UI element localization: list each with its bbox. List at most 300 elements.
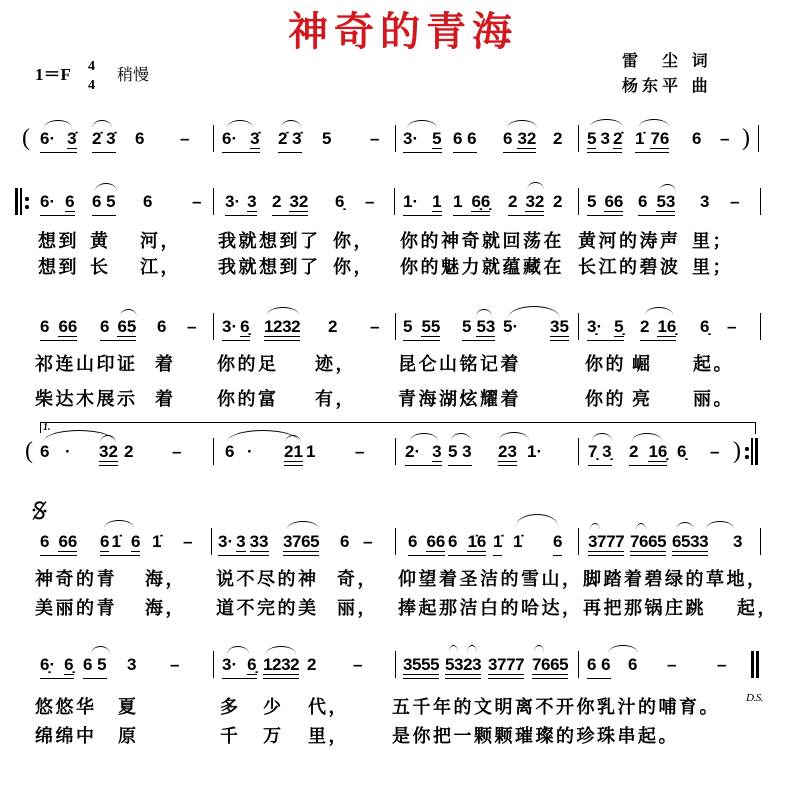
bar-line (578, 651, 579, 678)
note-group (264, 317, 300, 341)
note: 3 (236, 532, 246, 551)
note-group (40, 532, 77, 556)
volta-bracket (40, 422, 756, 423)
lyric-segment: 昆仑山铭记着 (398, 354, 521, 375)
lyric-segment: 绵绵中 (35, 726, 97, 747)
slur (467, 645, 477, 653)
note-group (503, 129, 536, 153)
slur (676, 522, 694, 530)
lyric-segment: 道不完的美 (216, 598, 319, 619)
note: 6 (157, 317, 167, 336)
note-group (629, 442, 667, 466)
note: 65 (117, 317, 137, 336)
lyric-segment: 海， (145, 598, 186, 619)
note-group: 1̇ (493, 532, 502, 556)
note: 2· (405, 442, 421, 461)
lyric-segment: 再把那锅庄跳 (583, 598, 706, 619)
note-group: 7̣ 3̣ (588, 442, 612, 466)
slur (287, 521, 319, 529)
note: 2 (508, 192, 518, 211)
note: 6̣ (240, 317, 250, 336)
note: 3 (733, 532, 743, 551)
slur (590, 119, 623, 127)
slur (645, 307, 673, 315)
open-parenthesis: ( (25, 438, 33, 464)
note: 6 (638, 192, 648, 211)
slur (451, 433, 471, 441)
volta-label: 1. (43, 422, 51, 433)
lyric-segment: 是你把一颗颗璀璨的珍珠串起。 (392, 726, 679, 747)
note-group (222, 655, 257, 679)
note: 3· (403, 129, 419, 148)
extension-dash: – (730, 192, 740, 211)
note: 32 (517, 129, 537, 148)
bar-line (578, 438, 579, 465)
lyric-segment: 黄河的涛声 (578, 231, 681, 252)
repeat-end-barline (755, 438, 758, 465)
lyric-segment: 五千年的文明离不开你乳汁的哺育。 (392, 697, 720, 718)
note: 7665 (630, 532, 667, 551)
note-group (99, 442, 118, 466)
note: 1̇ (111, 532, 121, 551)
note-group (588, 532, 624, 556)
lyric-segment: 迹， (315, 354, 356, 375)
note: 6 (408, 532, 418, 551)
system-verse-b (0, 317, 795, 337)
note: 6533 (672, 532, 709, 551)
lyric-segment: 我就想到了 (218, 231, 321, 252)
note-group (550, 317, 569, 341)
note: 66 (604, 192, 624, 211)
note: 6· (40, 129, 56, 148)
note-group (630, 532, 666, 556)
note-group (100, 317, 136, 341)
note: 6̣ (247, 655, 257, 674)
lyric-segment: 着 (155, 354, 176, 375)
note: 53 (476, 317, 496, 336)
lyric-segment: 你的足 (217, 354, 279, 375)
bar-line (213, 188, 214, 215)
note-group: 5 3 (448, 442, 472, 466)
note: 2 (629, 442, 639, 461)
bar-line (394, 188, 395, 215)
slur (281, 120, 301, 128)
bar-line (213, 313, 214, 340)
note: 1232 (263, 655, 300, 674)
note: 7665 (532, 655, 569, 674)
lyric-segment: 起， (737, 598, 778, 619)
lyric-segment: 里； (692, 231, 733, 252)
note: 66 (58, 317, 78, 336)
bar-line (395, 528, 396, 555)
slur (659, 184, 676, 192)
lyric-segment: 想到 (38, 257, 79, 278)
note-group: 2̇ 3̇ (278, 129, 302, 153)
segno-icon (31, 500, 48, 521)
slur (92, 120, 112, 128)
note: 23 (498, 442, 517, 461)
slur (527, 182, 544, 190)
lyric-segment: 脚踏着碧绿的草地， (583, 569, 768, 590)
lyric-segment: 你的神奇就回荡在 (400, 231, 564, 252)
extension-dash: – (183, 532, 193, 551)
note: 6̣ (677, 442, 687, 461)
note: 6 (40, 317, 50, 336)
composer-credit: 杨东平 曲 (622, 76, 712, 95)
lyric-segment: 里， (308, 726, 349, 747)
note: 1 (306, 442, 316, 461)
note: 6 (628, 655, 638, 674)
note: 3· (222, 655, 238, 674)
lyric-segment: 仰望着圣洁的雪山， (398, 569, 583, 590)
lyric-segment: 说不尽的神 (216, 569, 319, 590)
bar-line (760, 313, 761, 340)
slur (636, 523, 646, 531)
note: 2 (272, 192, 282, 211)
note: 6 (40, 442, 50, 461)
note: 33 (249, 532, 269, 551)
note: 2 (553, 129, 563, 148)
note: 16̣ (648, 442, 668, 461)
note-group (462, 317, 495, 341)
note: 5· (503, 317, 519, 336)
lyric-segment: 丽， (337, 598, 378, 619)
note: 1̇ (513, 532, 523, 551)
extension-dash: – (180, 129, 190, 148)
slur (608, 645, 638, 653)
slur (476, 309, 492, 317)
note: 2 (328, 317, 338, 336)
lyric-segment: 我就想到了 (218, 257, 321, 278)
slur (266, 646, 296, 654)
note: 6̣6̣ (471, 192, 491, 211)
note: 32 (99, 442, 118, 461)
final-double-barline (756, 651, 759, 678)
slur (410, 433, 438, 441)
note-group (222, 317, 250, 341)
lyric-segment: 你的魅力就蕴藏在 (400, 257, 564, 278)
note: 1 (453, 192, 463, 211)
bar-line (760, 528, 761, 555)
bar-line (760, 188, 761, 215)
note-group (405, 442, 442, 466)
lyric-segment: 起。 (693, 354, 734, 375)
bar-line (395, 651, 396, 678)
lyric-segment: 有， (315, 389, 356, 410)
lyric-segment: 代， (308, 697, 349, 718)
extension-dash: – (363, 532, 373, 551)
lyric-segment: 江， (140, 257, 181, 278)
extension-dash: – (187, 317, 197, 336)
note-group (403, 192, 442, 216)
slur (534, 645, 544, 653)
note: 3 (432, 442, 442, 461)
note: 5 (403, 317, 413, 336)
repeat-dot (25, 197, 29, 201)
system-chorus-a (0, 532, 795, 552)
note: 3· (222, 317, 238, 336)
repeat-dot (745, 455, 749, 459)
note-group (283, 532, 319, 556)
slur (449, 645, 458, 653)
repeat-dot (25, 205, 29, 209)
bar-line (213, 438, 214, 465)
note: 3 (127, 655, 137, 674)
note: 6 (40, 532, 50, 551)
note-group (403, 129, 442, 153)
repeat-dot (745, 447, 749, 451)
note: 1̇6 (467, 532, 487, 551)
note: 5 (322, 129, 332, 148)
note-group (263, 655, 299, 679)
lyric-segment: 少 (263, 697, 284, 718)
slur (91, 646, 110, 654)
lyric-segment: 青海湖炫耀着 (398, 389, 521, 410)
lyric-segment: 着 (155, 389, 176, 410)
lyric-segment: 长江的碧波 (578, 257, 681, 278)
note-group (40, 129, 77, 153)
note-group (532, 655, 568, 679)
bar-line (578, 125, 579, 152)
extension-dash: – (717, 655, 727, 674)
lyric-segment: 奇， (337, 569, 378, 590)
lyric-segment: 你， (333, 231, 374, 252)
slur (590, 523, 600, 531)
note: 6̣· (40, 655, 56, 674)
note: 2 (124, 442, 134, 461)
note: 6 (65, 192, 75, 211)
key-signature: 1＝F (35, 65, 71, 84)
note: 1̇ (635, 129, 645, 148)
repeat-start-barline (15, 188, 18, 215)
note: 1· (403, 192, 419, 211)
lyric-segment: 多 (220, 697, 241, 718)
note: 2 (640, 317, 650, 336)
note-group (448, 532, 486, 556)
note-group: 6 6 (453, 129, 477, 153)
note: 6 (340, 532, 350, 551)
lyricist-credit: 雷 尘 词 (622, 51, 712, 70)
bar-line (211, 528, 212, 555)
bar-line (395, 438, 396, 465)
note: 66 (426, 532, 446, 551)
note: 55 (421, 317, 441, 336)
augmentation-dot: · (247, 442, 253, 461)
slur (499, 432, 529, 440)
note: 6̣ (335, 192, 345, 211)
note: 76 (650, 129, 670, 148)
repeat-end-barline (751, 438, 753, 465)
time-signature-numerator: 4 (88, 59, 95, 74)
note-group (403, 655, 439, 679)
extension-dash: – (727, 317, 737, 336)
lyric-segment: 原 (118, 726, 139, 747)
lyric-segment: 亮 (632, 389, 653, 410)
note: 2 (307, 655, 317, 674)
note: 1232 (264, 317, 301, 336)
note-group (408, 532, 445, 556)
lyric-segment: 你的 (585, 354, 626, 375)
lyric-segment: 你的富 (217, 389, 279, 410)
slur (592, 433, 612, 441)
lyric-segment: 海， (145, 569, 186, 590)
note: 35 (550, 317, 569, 336)
note-group (403, 317, 440, 341)
repeat-start-barline (20, 188, 23, 215)
lyric-segment: 里； (692, 257, 733, 278)
note: 3765 (283, 532, 320, 551)
note-group (218, 532, 269, 556)
slur (507, 120, 537, 128)
lyric-segment: 悠悠华 (35, 697, 97, 718)
note: 66 (58, 532, 78, 551)
slur (120, 309, 137, 317)
note-group (222, 129, 260, 153)
extension-dash: – (355, 442, 365, 461)
note: 3777 (488, 655, 525, 674)
note-group: 2̇ 3̇ (92, 129, 116, 153)
note: 1· (527, 442, 543, 461)
lyric-segment: 万 (263, 726, 284, 747)
slur (227, 120, 253, 128)
bar-line (213, 651, 214, 678)
note-group (508, 192, 544, 216)
note-group (284, 442, 303, 466)
note-group (100, 532, 140, 556)
note: 6 (448, 532, 458, 551)
note: 32 (289, 192, 309, 211)
note: 1̇ (152, 532, 162, 551)
note: 5 (432, 129, 442, 148)
note-group (640, 317, 676, 341)
note: 6 (130, 532, 141, 551)
note-group (638, 192, 675, 216)
note: 6 (143, 192, 153, 211)
note-group (587, 192, 623, 216)
dal-segno-marking: D.S. (746, 692, 763, 704)
note: 6 (225, 442, 235, 461)
extension-dash: – (172, 442, 182, 461)
slur (95, 183, 117, 191)
note-group: 6 5 (83, 655, 107, 679)
note: 1 (432, 192, 442, 211)
lyric-segment: 河， (140, 231, 181, 252)
note-group: 6 5 (92, 192, 116, 216)
note: 6 (692, 129, 702, 148)
note: 3̇ (67, 129, 77, 148)
system-verse-a (0, 192, 795, 212)
extension-dash: – (365, 192, 375, 211)
system-interlude (0, 438, 795, 464)
note: 6· (222, 129, 238, 148)
note: 16̣ (657, 317, 677, 336)
note-group (498, 442, 517, 466)
lyric-segment: 黄 (90, 231, 111, 252)
note-group (672, 532, 708, 556)
volta-bracket-end (755, 422, 756, 434)
note: 5 (587, 129, 597, 148)
bar-line (578, 313, 579, 340)
note-group (445, 655, 481, 679)
lyric-segment: 柴达木展示 (35, 389, 138, 410)
lyric-segment: 长 (90, 257, 111, 278)
lyric-segment: 你的 (585, 389, 626, 410)
note: 6 (503, 129, 513, 148)
note-group (40, 192, 75, 216)
slur (706, 521, 734, 529)
bar-line (758, 125, 759, 152)
lyric-segment: 想到 (38, 231, 79, 252)
bar-line (578, 188, 579, 215)
note-group (587, 129, 622, 153)
slur (44, 120, 72, 128)
note-group (225, 192, 257, 216)
lyric-segment: 千 (220, 726, 241, 747)
bar-line (578, 528, 579, 555)
note: 6 (100, 317, 110, 336)
note: 3̇ (250, 129, 260, 148)
lyric-segment: 美丽的青 (35, 598, 117, 619)
open-parenthesis: ( (22, 125, 30, 151)
note: 5̣ (614, 317, 624, 336)
lyric-segment: 丽。 (693, 389, 734, 410)
note: 5 (462, 317, 472, 336)
slur (104, 520, 134, 528)
note: 3555 (403, 655, 440, 674)
note: 3777 (588, 532, 625, 551)
note: 53 (656, 192, 676, 211)
note: 21 (284, 442, 303, 461)
note-group (635, 129, 669, 153)
lyric-segment: 神奇的青 (35, 569, 117, 590)
note: 5 (587, 192, 597, 211)
lyric-segment: 崛 (632, 354, 653, 375)
slur (639, 119, 669, 127)
note-group (40, 655, 74, 679)
slur (267, 307, 299, 315)
note: 3· (225, 192, 241, 211)
note-group (587, 317, 624, 341)
extension-dash: – (667, 655, 677, 674)
note: 2 (553, 192, 563, 211)
note-group (453, 192, 490, 216)
note: 32 (525, 192, 545, 211)
note-group (272, 192, 308, 216)
lyric-segment: 捧起那洁白的哈达， (398, 598, 583, 619)
system-chorus-b (0, 655, 795, 675)
bar-line (395, 125, 396, 152)
extension-dash: – (370, 129, 380, 148)
note: 6 (135, 129, 145, 148)
note: 5323 (445, 655, 482, 674)
note-group: 6 6 (587, 655, 611, 679)
note: 6· (40, 192, 56, 211)
note: 6̣ (700, 317, 710, 336)
bar-line (213, 125, 214, 152)
final-double-barline (751, 651, 754, 678)
slur (516, 514, 558, 526)
close-parenthesis: ) (733, 438, 741, 464)
augmentation-dot: · (65, 442, 71, 461)
note: 6 (100, 532, 110, 551)
slur (227, 646, 249, 654)
note: 6̣ (64, 655, 74, 674)
note: 3 (600, 129, 610, 148)
volta-bracket-start (40, 422, 41, 433)
system-intro (0, 125, 795, 151)
extension-dash: – (370, 317, 380, 336)
extension-dash: – (170, 655, 180, 674)
